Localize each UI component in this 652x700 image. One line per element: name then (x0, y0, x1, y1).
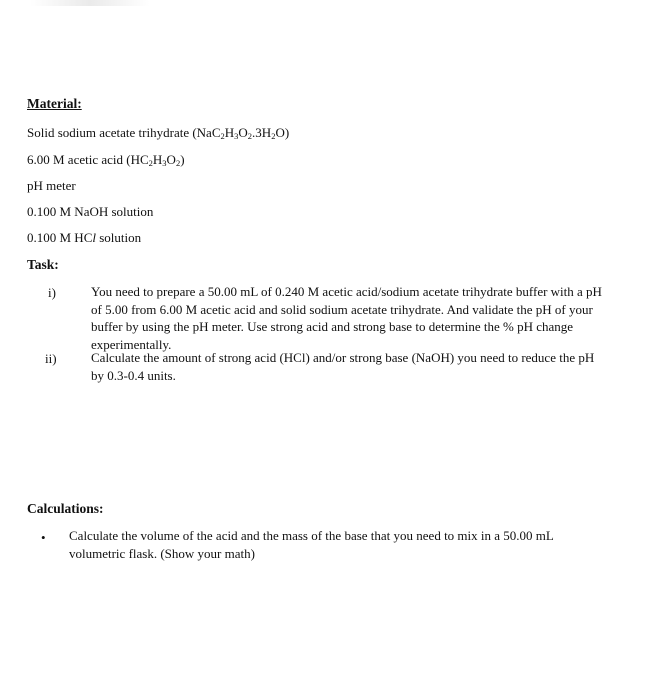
task-text-2: Calculate the amount of strong acid (HCl) and/or strong base (NaOH) you need to reduce the pH by 0.3-0.4 units. (91, 350, 595, 383)
calculations-heading: Calculations: (27, 501, 104, 516)
material-item-text: 0.100 M HC (27, 230, 93, 245)
material-item-naoh: 0.100 M NaOH solution (27, 204, 154, 219)
bullet-icon: • (41, 530, 46, 545)
task-number-1: i) (48, 285, 56, 300)
material-item-sodium-acetate: Solid sodium acetate trihydrate $(NaC_2H_3O_2.3H_2O)$ (27, 125, 290, 141)
material-item-ph-meter: pH meter (27, 178, 76, 193)
task-number-2: ii) (45, 351, 57, 366)
material-item-text: 6.00 M acetic acid (HC (27, 152, 149, 167)
material-item-hcl: 0.100 M HCl solution (27, 230, 142, 245)
material-item-text: Solid sodium acetate trihydrate (NaC (27, 125, 221, 140)
material-item-acetic-acid: 6.00 M acetic acid $(HC_2H_3O_2)$ (27, 152, 185, 168)
scan-smudge (30, 0, 150, 6)
task-heading: Task: (27, 257, 59, 272)
task-text-1: You need to prepare a 50.00 mL of 0.240 M acetic acid/sodium acetate trihydrate buffer with a pH of 5.00 from 6.00 M acetic acid and solid sodium acetate trihydrate. And validate the pH of your buffer by using the pH meter. Use strong acid and strong base to determine the % pH change experimentally. (91, 284, 602, 352)
material-heading: Material: (27, 96, 82, 111)
calculations-item-1: Calculate the volume of the acid and the mass of the base that you need to mix in a 50.00 mL volumetric flask. (Show your math) (69, 528, 554, 561)
